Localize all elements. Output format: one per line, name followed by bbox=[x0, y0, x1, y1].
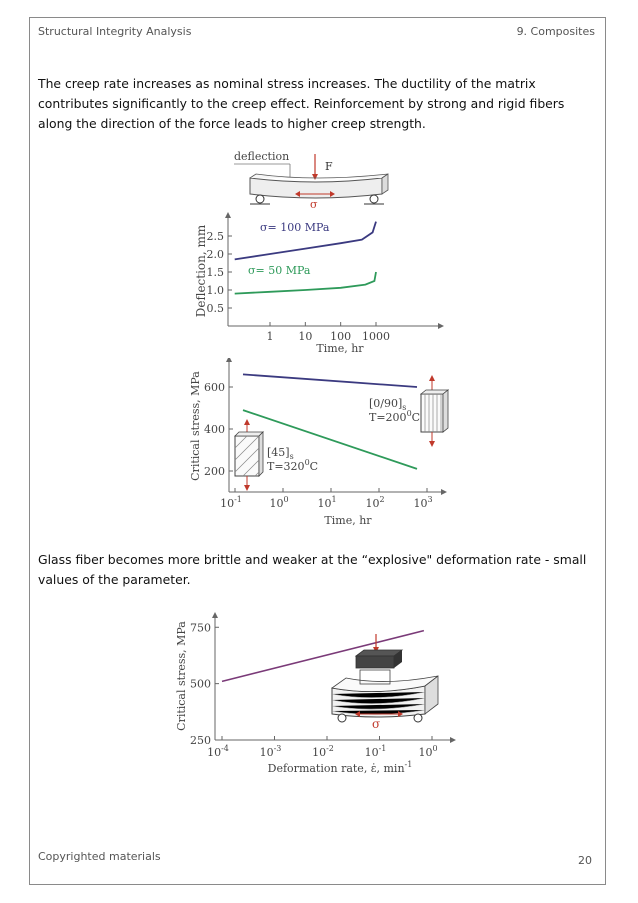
annotation-temp-200-sup: 0 bbox=[406, 409, 412, 418]
x-axis-label: Time, hr bbox=[324, 514, 372, 527]
footer-copyright: Copyrighted materials bbox=[38, 850, 161, 863]
annotation-45: [45] bbox=[267, 446, 290, 459]
annotation-temp-320-unit: C bbox=[309, 460, 319, 473]
sigma-label: σ bbox=[310, 198, 318, 211]
x-axis-label: Deformation rate, ε̇, min bbox=[267, 762, 405, 775]
annotation-temp-320-sup: 0 bbox=[304, 458, 310, 467]
figure-critical-stress-rate bbox=[170, 610, 460, 778]
bending-fixture-inset bbox=[332, 634, 438, 731]
annotation-0-90-sub: s bbox=[402, 403, 407, 412]
sigma-label: σ bbox=[372, 717, 381, 731]
series-line bbox=[243, 374, 417, 387]
y-axis-label: Critical stress, MPa bbox=[175, 621, 188, 731]
x-tick-label: $10^3$ bbox=[413, 495, 433, 510]
x-tick-label: $10^2$ bbox=[365, 495, 385, 510]
series-label-100: σ= 100 MPa bbox=[260, 221, 330, 234]
annotation-temp-200-unit: C bbox=[411, 411, 421, 424]
series-label-50: σ= 50 MPa bbox=[248, 264, 311, 277]
x-tick-label: $10^{-4}$ bbox=[207, 744, 229, 759]
x-axis-label: Time, hr bbox=[316, 342, 364, 355]
header-chapter: 9. Composites bbox=[516, 25, 595, 38]
y-axis-label: Critical stress, MPa bbox=[189, 371, 202, 481]
x-tick-label: $10^0$ bbox=[269, 495, 289, 510]
x-tick-label: $10^{-3}$ bbox=[259, 744, 282, 759]
x-tick-label: $10^0$ bbox=[418, 744, 438, 759]
svg-text:[0/90]s bbox=[369, 397, 406, 412]
x-tick-label: 1 bbox=[266, 330, 274, 343]
y-tick-label: 400 bbox=[204, 423, 225, 436]
y-axis-label: Deflection, mm bbox=[194, 224, 208, 318]
y-tick-label: 200 bbox=[204, 465, 225, 478]
x-tick-label: $10^{-2}$ bbox=[312, 744, 334, 759]
y-tick-label: 600 bbox=[204, 381, 225, 394]
figure-critical-stress-time bbox=[185, 358, 455, 528]
annotation-45-sub: s bbox=[289, 452, 294, 461]
x-tick-label: 100 bbox=[330, 330, 352, 343]
annotation-temp-200: T=200 bbox=[369, 411, 407, 424]
x-tick-label: 1000 bbox=[362, 330, 390, 343]
header-title: Structural Integrity Analysis bbox=[38, 25, 192, 38]
svg-text:T=2000C bbox=[369, 409, 420, 424]
annotation-0-90: [0/90] bbox=[369, 397, 403, 410]
specimen-45 bbox=[235, 419, 318, 491]
y-tick-label: 750 bbox=[190, 621, 211, 635]
x-tick-label: $10^{-1}$ bbox=[364, 744, 387, 759]
annotation-temp-320: T=320 bbox=[267, 460, 305, 473]
x-tick-label: 10 bbox=[298, 330, 313, 343]
paragraph-creep: The creep rate increases as nominal stress increases. The ductility of the matrix contributes significantly to the creep effect. Reinforcement by strong and rigid fibers along the direction of the force leads to higher creep strength. bbox=[38, 76, 565, 131]
y-tick-label: 250 bbox=[190, 734, 211, 747]
y-tick-label: 0.5 bbox=[206, 302, 224, 315]
y-tick-label: 2.5 bbox=[206, 230, 224, 243]
svg-text:Deformation rate, ε̇, min-1 bbox=[268, 760, 413, 775]
figure-deflection bbox=[170, 148, 460, 358]
deflection-label: deflection bbox=[234, 150, 290, 163]
x-tick-label: $10^{-1}$ bbox=[220, 495, 242, 510]
y-tick-label: 500 bbox=[190, 677, 211, 691]
svg-text:[45]s bbox=[267, 446, 294, 461]
y-tick-label: 1.5 bbox=[206, 266, 224, 279]
y-tick-label: 1.0 bbox=[206, 284, 224, 297]
page-number: 20 bbox=[578, 854, 592, 867]
x-tick-label: $10^1$ bbox=[317, 495, 337, 510]
paragraph-glass-fiber: Glass fiber becomes more brittle and weaker at the “explosive" deformation rate - small values of the parameter. bbox=[38, 552, 587, 587]
svg-text:T=3200C bbox=[267, 458, 318, 473]
x-axis-label-sup: -1 bbox=[404, 760, 413, 769]
force-label: F bbox=[325, 160, 333, 173]
beam-inset bbox=[234, 150, 388, 211]
y-tick-label: 2.0 bbox=[206, 248, 224, 261]
